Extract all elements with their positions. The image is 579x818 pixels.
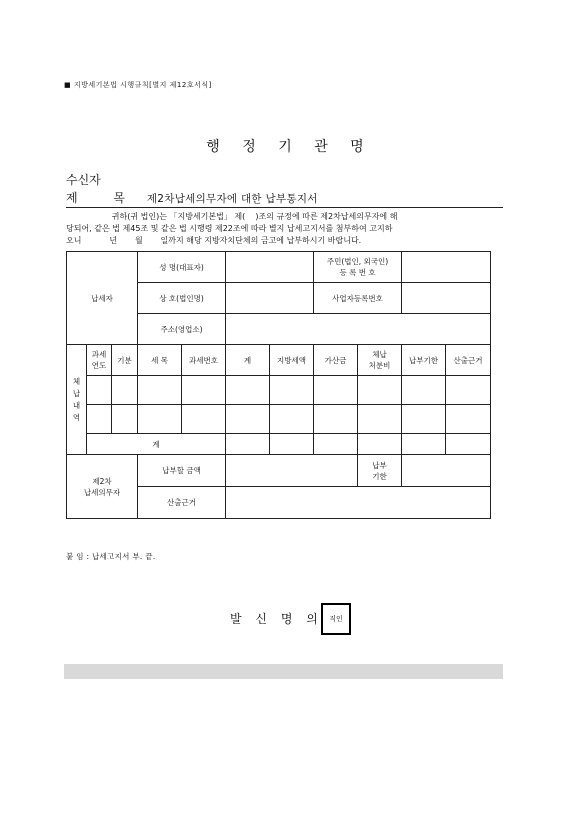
cell[interactable] <box>182 405 226 434</box>
cell[interactable] <box>402 434 446 455</box>
form-reference-note: ■ 지방세기본법 시행규칙[별지 제12호서식] <box>64 81 212 89</box>
subject-value: 제2차납세의무자에 대한 납부통지서 <box>146 193 318 205</box>
attachment-note: 붙 임 : 납세고지서 부. 끝. <box>66 552 156 561</box>
cell[interactable] <box>182 376 226 405</box>
col-basis: 산출근거 <box>446 345 491 376</box>
cell[interactable] <box>402 376 446 405</box>
cell[interactable] <box>112 405 138 434</box>
arrears-label <box>67 345 87 455</box>
cell[interactable] <box>138 405 182 434</box>
calc-basis-label: 산출근거 <box>138 487 226 519</box>
col-tax-item: 세 목 <box>138 345 182 376</box>
cell[interactable] <box>270 434 314 455</box>
col-sum: 계 <box>226 345 270 376</box>
col-disposition-fee <box>358 345 402 376</box>
col-period: 기분 <box>112 345 138 376</box>
cell[interactable] <box>138 376 182 405</box>
resident-id-value-cell[interactable] <box>402 252 491 283</box>
due-label-line1: 납부 <box>372 460 387 470</box>
subject-label: 제 목 <box>66 191 141 205</box>
business-no-label: 사업자등록번호 <box>314 283 402 314</box>
payable-amount-label: 납부할 금액 <box>138 455 226 487</box>
address-label: 주소(영업소) <box>138 314 226 345</box>
secondary-label-line1: 제2차 <box>92 476 112 486</box>
col-tax-number: 과세번호 <box>182 345 226 376</box>
cell[interactable] <box>226 376 270 405</box>
resident-id-label <box>314 252 402 283</box>
subject-divider <box>66 207 503 208</box>
cell[interactable] <box>314 434 358 455</box>
cell[interactable] <box>314 405 358 434</box>
body-line: 오니 년 월 일까지 해당 지방자치단체의 금고에 납부하시기 바랍니다. <box>66 236 362 245</box>
official-seal: 직인 <box>321 603 351 635</box>
cell[interactable] <box>446 376 491 405</box>
cell[interactable] <box>270 376 314 405</box>
notice-form-table <box>66 251 491 519</box>
resident-id-label-line2: 등 록 번 호 <box>339 268 376 277</box>
col-disposition-line2: 처분비 <box>368 361 391 370</box>
col-tax-year-line2: 연도 <box>91 361 107 370</box>
col-due-date: 납부기한 <box>402 345 446 376</box>
arrears-label-char: 납 <box>72 388 81 398</box>
recipient-label: 수신자 <box>66 173 101 187</box>
cell[interactable] <box>446 405 491 434</box>
arrears-total-row <box>67 434 491 455</box>
resident-id-label-line1: 주민(법인, 외국인) <box>326 257 389 266</box>
col-tax-year-line1: 과세 <box>91 350 107 359</box>
col-disposition-line1: 체납 <box>372 350 387 359</box>
cell[interactable] <box>358 434 402 455</box>
arrears-label-char: 역 <box>72 412 81 422</box>
calc-basis-cell[interactable] <box>226 487 491 519</box>
taxpayer-label: 납세자 <box>67 252 138 345</box>
arrears-row <box>67 405 491 434</box>
cell[interactable] <box>358 405 402 434</box>
cell[interactable] <box>87 405 112 434</box>
payable-amount-cell[interactable] <box>226 455 358 487</box>
trade-name-label: 상 호(법인명) <box>138 283 226 314</box>
cell[interactable] <box>112 376 138 405</box>
cell[interactable] <box>446 434 491 455</box>
total-label: 계 <box>87 434 226 455</box>
due-label-line2: 기한 <box>372 471 387 481</box>
cell[interactable] <box>87 376 112 405</box>
name-label: 성 명(대표자) <box>138 252 226 283</box>
arrears-label-char: 체 <box>72 376 81 386</box>
secondary-obligor-label <box>67 455 138 519</box>
business-no-value-cell[interactable] <box>402 283 491 314</box>
sender-name: 발 신 명 의 <box>230 612 323 626</box>
secondary-label-line2: 납세의무자 <box>83 487 121 497</box>
notice-body <box>66 211 503 247</box>
cell[interactable] <box>226 405 270 434</box>
subject-row <box>66 189 318 206</box>
arrears-row <box>67 376 491 405</box>
cell[interactable] <box>314 376 358 405</box>
col-local-tax: 지방세액 <box>270 345 314 376</box>
cell[interactable] <box>402 405 446 434</box>
body-line: 귀하(귀 법인)는 「지방세기본법」 제( )조의 규정에 따른 제2차납세의무자에 해 <box>66 212 398 221</box>
cell[interactable] <box>358 376 402 405</box>
arrears-label-char: 내 <box>72 400 81 410</box>
cell[interactable] <box>270 405 314 434</box>
body-line: 당되어, 같은 법 제45조 및 같은 법 시행령 제22조에 따라 별지 납세고지서를 첨부하여 고지하 <box>66 224 393 233</box>
due-label <box>358 455 402 487</box>
address-value-cell[interactable] <box>226 314 491 345</box>
cell[interactable] <box>226 434 270 455</box>
trade-name-value-cell[interactable] <box>226 283 314 314</box>
footer-bar <box>64 664 503 679</box>
col-additional-charge: 가산금 <box>314 345 358 376</box>
col-tax-year <box>87 345 112 376</box>
name-value-cell[interactable] <box>226 252 314 283</box>
due-value-cell[interactable] <box>402 455 491 487</box>
agency-title: 행 정 기 관 명 <box>206 139 373 155</box>
